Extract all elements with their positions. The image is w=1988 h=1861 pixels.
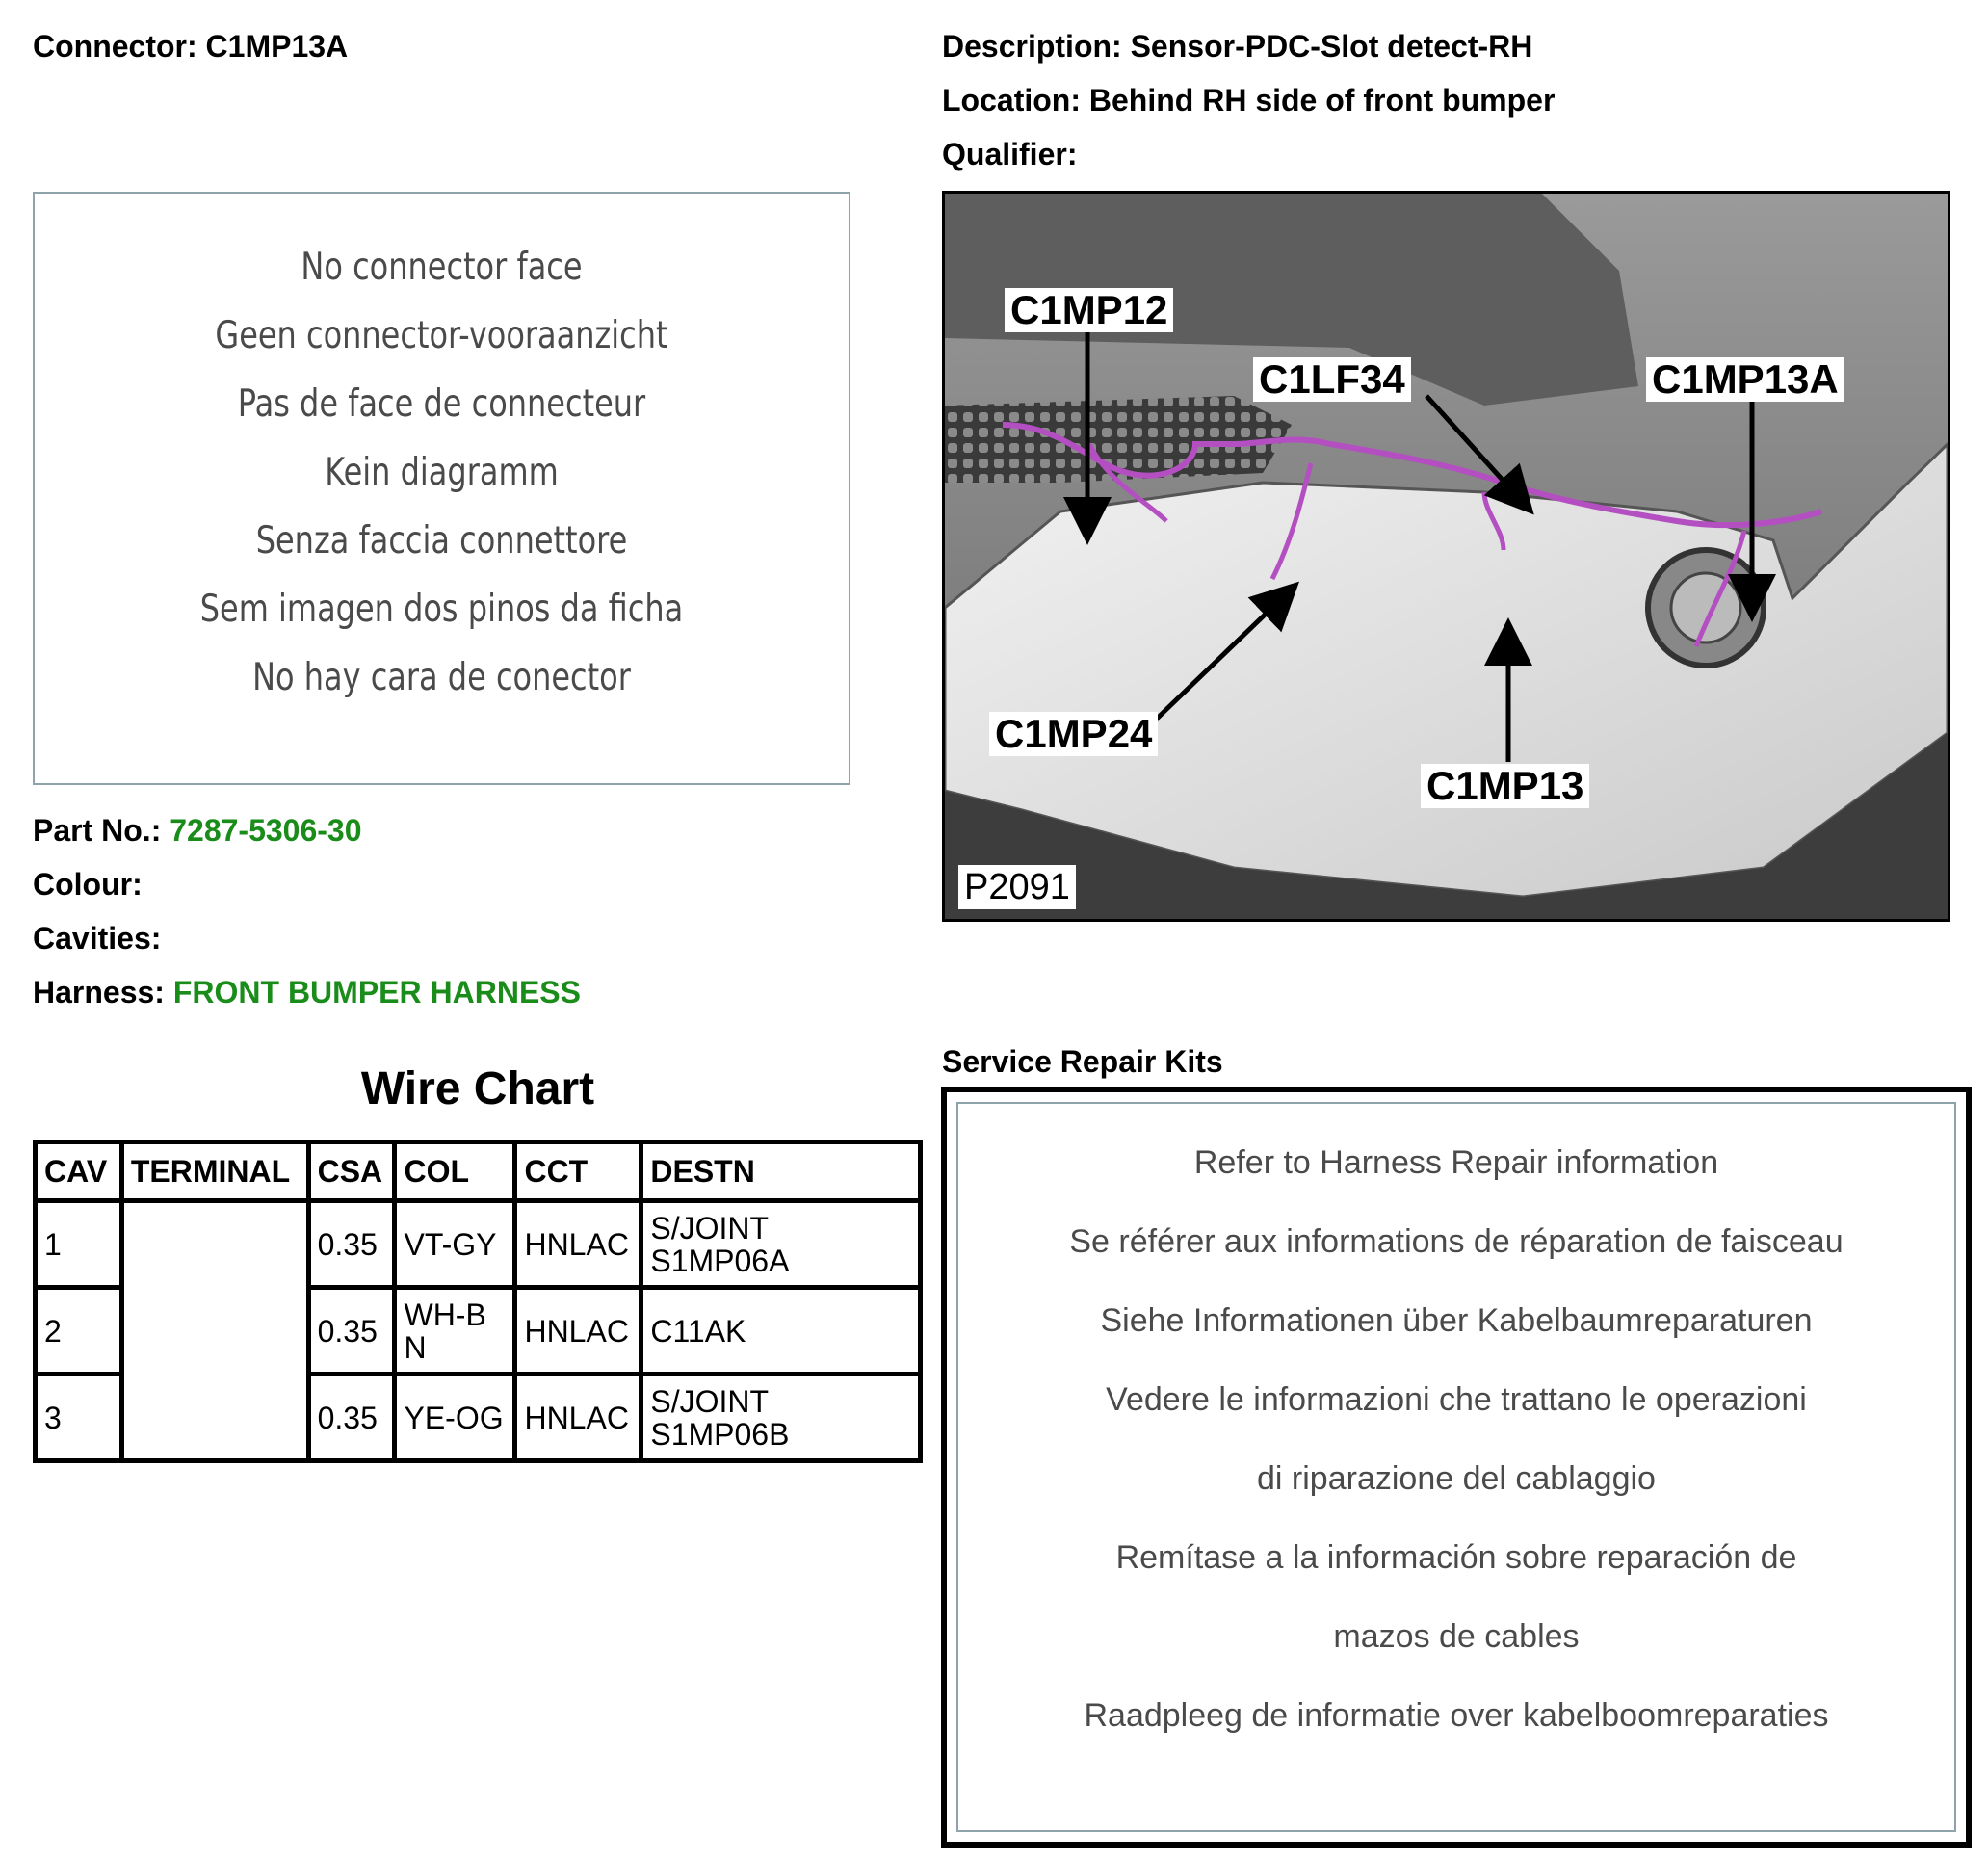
wire-chart-table — [33, 1140, 923, 1463]
header-cct: CCT — [515, 1142, 641, 1201]
wire-chart-header-row — [36, 1142, 921, 1201]
harness-label: Harness: — [33, 975, 165, 1009]
connector-value: C1MP13A — [205, 29, 349, 64]
cell-destn: S/JOINT S1MP06A — [641, 1201, 921, 1288]
callout-c1mp13: C1MP13 — [1421, 764, 1589, 808]
srk-line: di riparazione del cablaggio — [1257, 1460, 1656, 1497]
qualifier-label: Qualifier: — [942, 137, 1078, 171]
srk-line: Raadpleeg de informatie over kabelboomreparaties — [1084, 1697, 1829, 1734]
srk-line: Remítase a la información sobre reparación de — [1115, 1539, 1797, 1576]
cell-col: WH-BN — [395, 1288, 515, 1375]
connector-label: Connector: — [33, 29, 197, 64]
location-photo — [942, 191, 1950, 922]
service-repair-kits-title: Service Repair Kits — [942, 1044, 1223, 1079]
arrow-c1mp24 — [1157, 598, 1282, 719]
ncf-line: Sem imagen dos pinos da ficha — [199, 588, 684, 631]
cell-terminal — [121, 1201, 308, 1461]
ncf-line: Geen connector-vooraanzicht — [215, 314, 668, 357]
srk-line: Refer to Harness Repair information — [1193, 1144, 1719, 1181]
cell-cct: HNLAC — [515, 1375, 641, 1461]
ncf-line: No connector face — [301, 246, 583, 289]
cell-cav: 3 — [36, 1375, 122, 1461]
srk-line: mazos de cables — [1333, 1618, 1580, 1655]
service-repair-kits-inner — [956, 1102, 1956, 1832]
srk-line: Se référer aux informations de réparation de faisceau — [1069, 1223, 1844, 1260]
colour-field — [33, 867, 143, 903]
ncf-line: Pas de face de connecteur — [237, 382, 646, 426]
cell-csa: 0.35 — [308, 1288, 395, 1375]
callout-c1lf34: C1LF34 — [1253, 357, 1411, 402]
cell-cav: 1 — [36, 1201, 122, 1288]
srk-line: Siehe Informationen über Kabelbaumreparaturen — [1100, 1302, 1813, 1339]
table-row — [36, 1201, 921, 1288]
cell-cav: 2 — [36, 1288, 122, 1375]
arrow-c1lf34 — [1426, 396, 1518, 497]
callout-c1mp12: C1MP12 — [1005, 288, 1173, 332]
description-label: Description: — [942, 29, 1122, 64]
srk-line: Vedere le informazioni che trattano le operazioni — [1106, 1381, 1807, 1418]
colour-label: Colour: — [33, 867, 143, 902]
header-terminal: TERMINAL — [121, 1142, 308, 1201]
figure-id: P2091 — [958, 865, 1076, 909]
cavities-field — [33, 921, 161, 957]
location-label: Location: — [942, 83, 1081, 118]
header-cav: CAV — [36, 1142, 122, 1201]
header-destn: DESTN — [641, 1142, 921, 1201]
connector-field — [33, 29, 348, 65]
service-repair-kits-box — [941, 1087, 1972, 1848]
qualifier-field — [942, 137, 1077, 172]
cell-cct: HNLAC — [515, 1288, 641, 1375]
cavities-label: Cavities: — [33, 921, 162, 956]
wire-chart-title: Wire Chart — [360, 1063, 595, 1114]
cell-csa: 0.35 — [308, 1375, 395, 1461]
part-no-field — [33, 813, 362, 849]
part-no-link[interactable]: 7287-5306-30 — [170, 813, 362, 848]
location-field — [942, 83, 1555, 118]
cell-cct: HNLAC — [515, 1201, 641, 1288]
harness-link[interactable]: FRONT BUMPER HARNESS — [172, 975, 581, 1009]
ncf-line: Kein diagramm — [325, 451, 559, 494]
ncf-line: Senza faccia connettore — [255, 519, 628, 563]
harness-field — [33, 975, 581, 1010]
description-value: Sensor-PDC-Slot detect-RH — [1130, 29, 1533, 64]
header-col: COL — [395, 1142, 515, 1201]
cell-destn: C11AK — [641, 1288, 921, 1375]
callout-c1mp13a: C1MP13A — [1646, 357, 1844, 402]
cell-col: YE-OG — [395, 1375, 515, 1461]
callout-c1mp24: C1MP24 — [989, 712, 1158, 756]
header-csa: CSA — [308, 1142, 395, 1201]
cell-destn: S/JOINT S1MP06B — [641, 1375, 921, 1461]
cell-csa: 0.35 — [308, 1201, 395, 1288]
description-field — [942, 29, 1532, 65]
cell-col: VT-GY — [395, 1201, 515, 1288]
location-value: Behind RH side of front bumper — [1088, 83, 1556, 118]
no-connector-face-box — [33, 192, 850, 785]
part-no-label: Part No.: — [33, 813, 162, 848]
ncf-line: No hay cara de conector — [252, 656, 631, 699]
